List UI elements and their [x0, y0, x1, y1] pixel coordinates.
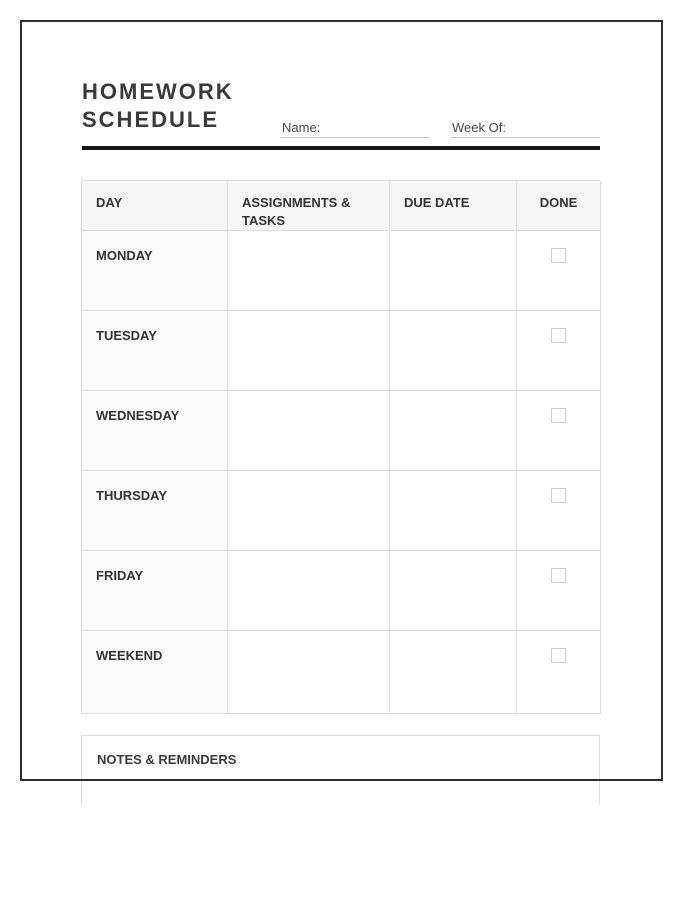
name-label: Name: [282, 120, 321, 135]
assignments-cell-thursday[interactable] [228, 471, 390, 551]
done-cell-thursday [517, 471, 601, 551]
schedule-table [81, 180, 600, 714]
day-label-monday: MONDAY [82, 231, 228, 311]
day-label-friday: FRIDAY [82, 551, 228, 631]
assignments-cell-friday[interactable] [228, 551, 390, 631]
week-of-label: Week Of: [452, 120, 506, 135]
done-checkbox-tuesday[interactable] [551, 328, 566, 343]
page-title-line1: HOMEWORK [82, 79, 234, 104]
done-checkbox-monday[interactable] [551, 248, 566, 263]
column-header-due-date: DUE DATE [390, 181, 517, 231]
column-header-done: DONE [517, 181, 601, 231]
day-label-thursday: THURSDAY [82, 471, 228, 551]
column-header-assignments: ASSIGNMENTS & TASKS [228, 181, 390, 231]
day-label-weekend: WEEKEND [82, 631, 228, 714]
column-header-day: DAY [82, 181, 228, 231]
due-date-cell-monday[interactable] [390, 231, 517, 311]
assignments-cell-monday[interactable] [228, 231, 390, 311]
done-checkbox-thursday[interactable] [551, 488, 566, 503]
assignments-cell-wednesday[interactable] [228, 391, 390, 471]
done-checkbox-wednesday[interactable] [551, 408, 566, 423]
page-title-line2: SCHEDULE [82, 107, 220, 132]
title-divider-rule [82, 146, 600, 150]
week-of-field-line[interactable] [450, 137, 600, 138]
notes-section-label: NOTES & REMINDERS [97, 752, 237, 767]
done-cell-wednesday [517, 391, 601, 471]
assignments-cell-weekend[interactable] [228, 631, 390, 714]
day-label-tuesday: TUESDAY [82, 311, 228, 391]
due-date-cell-friday[interactable] [390, 551, 517, 631]
notes-section[interactable] [81, 735, 600, 805]
assignments-cell-tuesday[interactable] [228, 311, 390, 391]
page-title [82, 78, 234, 134]
due-date-cell-tuesday[interactable] [390, 311, 517, 391]
name-field-line[interactable] [280, 137, 430, 138]
due-date-cell-wednesday[interactable] [390, 391, 517, 471]
done-cell-weekend [517, 631, 601, 714]
due-date-cell-thursday[interactable] [390, 471, 517, 551]
done-cell-friday [517, 551, 601, 631]
done-cell-tuesday [517, 311, 601, 391]
done-checkbox-friday[interactable] [551, 568, 566, 583]
due-date-cell-weekend[interactable] [390, 631, 517, 714]
day-label-wednesday: WEDNESDAY [82, 391, 228, 471]
done-checkbox-weekend[interactable] [551, 648, 566, 663]
done-cell-monday [517, 231, 601, 311]
